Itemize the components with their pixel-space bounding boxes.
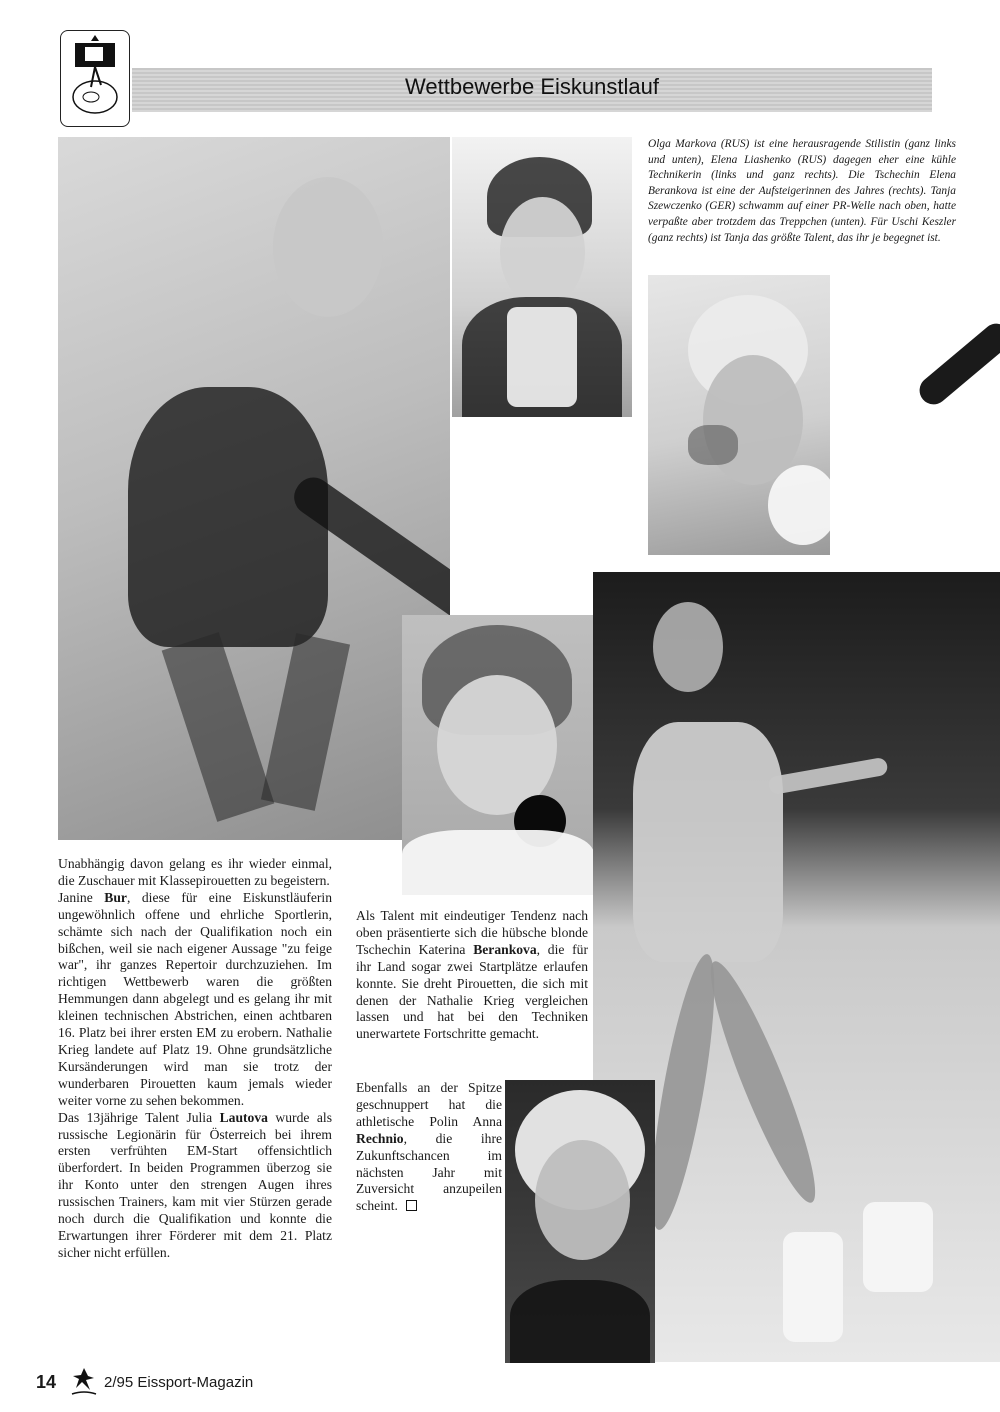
page-number: 14 <box>36 1372 57 1392</box>
article-paragraph: Als Talent mit eindeutiger Tendenz nach oben präsentierte sich die hübsche blonde Tschechin Katerina Berankova, die für ihr Land sogar zwei Startplätze erlaufen konnte. Sie dreht Pirouetten, die sich mit denen der Nathalie Krieg vergleichen lassen und hat bei den Techniken unerwartete Fortschritte gemacht. <box>356 908 588 1042</box>
article-paragraph: Das 13jährige Talent Julia Lautova wurde als russische Legionärin für Österreich bei ihrem ersten verfrühten EM-Start offensichtlich überfordert. In beiden Programmen überzog sie ihr Konto unter den strengen Augen ihres russischen Trainers, kam mit vier Stürzen gerade noch durch die Qualifikation und konnte die Erwartungen ihrer Förderer mit dem 21. Platz sicher nicht erfüllen. <box>58 1109 332 1260</box>
photo-keszler-portrait <box>505 1080 655 1363</box>
magazine-logo <box>60 30 130 127</box>
footer-skater-icon <box>70 1366 98 1403</box>
article-middle-column-upper <box>356 908 588 1043</box>
article-paragraph: Unabhängig davon gelang es ihr wieder einmal, die Zuschauer mit Klassepirouetten zu begeistern. <box>58 856 332 888</box>
photo-markova-skating <box>58 137 450 840</box>
article-paragraph: Janine Bur, diese für eine Eiskunstläuferin ungewöhnlich offene und ehrliche Sportlerin, schämte sich nach der Qualifikation noch ein bißchen, weil sie nach eigener Aussage "zu feige war", ihr ganzes Repertoir durchzuziehen. Im richtigen Wettbewerb waren die größten Hemmungen dann abgelegt und es gelang ihr mit kleinen technischen Abstrichen, einen achtbaren 16. Platz bei ihrer ersten EM zu erobern. Nathalie Krieg landete auf Platz 19. Ohne grundsätzliche Kursänderungen wird man sie trotz der wunderbaren Pirouetten kaum jemals wieder weiter vorne zu sehen bekommen. <box>58 889 332 1108</box>
photo-liashenko-portrait <box>452 137 632 417</box>
photo-caption: Olga Markova (RUS) ist eine herausragende Stilistin (ganz links und unten), Elena Liashenko (RUS) dagegen eher eine kühle Technikerin (links und ganz rechts). Die Tschechin Elena Berankova ist eine der Aufsteigerinnen des Jahres (rechts). Tanja Szewczenko (GER) schwamm auf einer PR-Welle nach oben, hatte verpaßte aber trotzdem das Treppchen (unten). Für Uschi Keszler (ganz rechts) ist Tanja das größte Talent, das ihr je begegnet ist. <box>648 138 956 244</box>
photo-szewczenko-portrait <box>402 615 594 895</box>
photo-arm-fragment <box>914 318 1000 410</box>
photo-berankova-portrait <box>648 275 830 555</box>
issue-label: 2/95 Eissport-Magazin <box>104 1374 254 1391</box>
article-middle-column-lower <box>356 1080 502 1215</box>
skater-logo-icon <box>61 31 129 126</box>
article-left-column <box>58 856 332 1262</box>
end-of-article-icon <box>406 1200 417 1211</box>
page-title: Wettbewerbe Eiskunstlauf <box>405 74 659 99</box>
article-paragraph: Ebenfalls an der Spitze geschnuppert hat die athletische Polin Anna Rechnio, die ihre Zukunftschancen im nächsten Jahr mit Zuversicht anzupeilen scheint. <box>356 1080 502 1214</box>
